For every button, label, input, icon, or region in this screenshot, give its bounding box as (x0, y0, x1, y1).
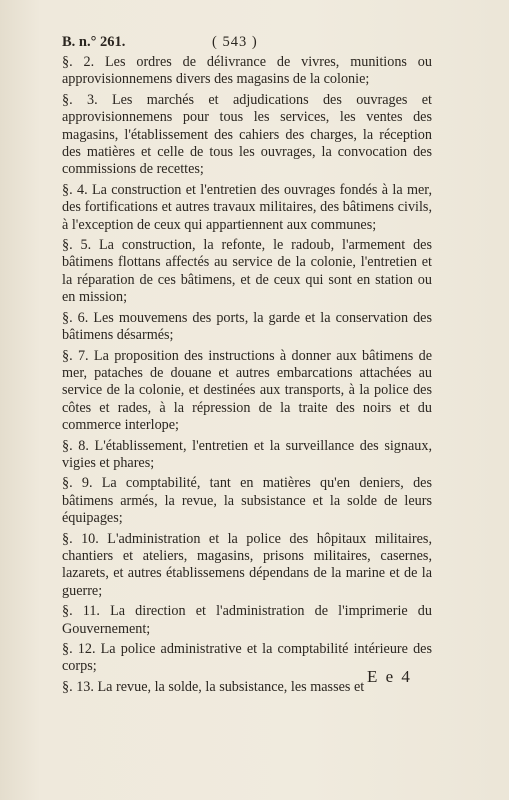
signature-mark: E e 4 (367, 667, 412, 686)
bulletin-number: B. n.° 261. (62, 34, 126, 50)
paragraph-4: §. 4. La construction et l'entretien des ouvrages fondés à la mer, des fortifications et autres travaux militaires, des bâtimens civils, à l'exception de ceux qui appartiennent aux communes; (62, 181, 432, 233)
paragraph-7: §. 7. La proposition des instructions à donner aux bâtimens de mer, pataches de douane et autres embarcations attachées au service de la colonie, et destinées aux transports, à la police des côtes et rades, à la répression de la traite des noirs et du commerce interlope; (62, 347, 432, 434)
paragraph-8: §. 8. L'établissement, l'entretien et la surveillance des signaux, vigies et phares; (62, 437, 432, 471)
paragraph-11: §. 11. La direction et l'administration de l'imprimerie du Gouvernement; (62, 603, 432, 637)
page-header (62, 34, 469, 52)
paragraph-5: §. 5. La construction, la refonte, le radoub, l'armement des bâtimens flottans affectés au service de la colonie, l'entretien et la réparation de ces bâtimens, et de ceux qui sont en station ou en mission; (62, 237, 432, 306)
paragraph-13: §. 13. La revue, la solde, la subsistance, les masses et (62, 678, 365, 695)
paragraph-9: §. 9. La comptabilité, tant en matières qu'en deniers, des bâtimens armés, la revue, la subsistance et la solde de leurs équipages; (62, 475, 432, 527)
page-number: ( 543 ) (212, 34, 258, 50)
paragraph-10: §. 10. L'administration et la police des hôpitaux militaires, chantiers et ateliers, magasins, prisons militaires, casernes, lazarets, et autres établissemens dépendans de la marine et de la guerre; (62, 530, 432, 599)
paragraph-6: §. 6. Les mouvemens des ports, la garde et la conservation des bâtimens désarmés; (62, 309, 432, 344)
paragraph-3: §. 3. Les marchés et adjudications des ouvrages et approvisionnemens pour tous les services, les ventes des magasins, l'établissement des cahiers des charges, la réception des matières et celle de tous les ouvrages, la convocation des commissions de recettes; (62, 91, 432, 178)
paragraph-2: §. 2. Les ordres de délivrance de vivres, munitions ou approvisionnemens divers des magasins de la colonie; (62, 54, 432, 88)
paragraph-12: §. 12. La police administrative et la comptabilité intérieure des corps; (62, 641, 432, 675)
body-text (62, 54, 432, 699)
